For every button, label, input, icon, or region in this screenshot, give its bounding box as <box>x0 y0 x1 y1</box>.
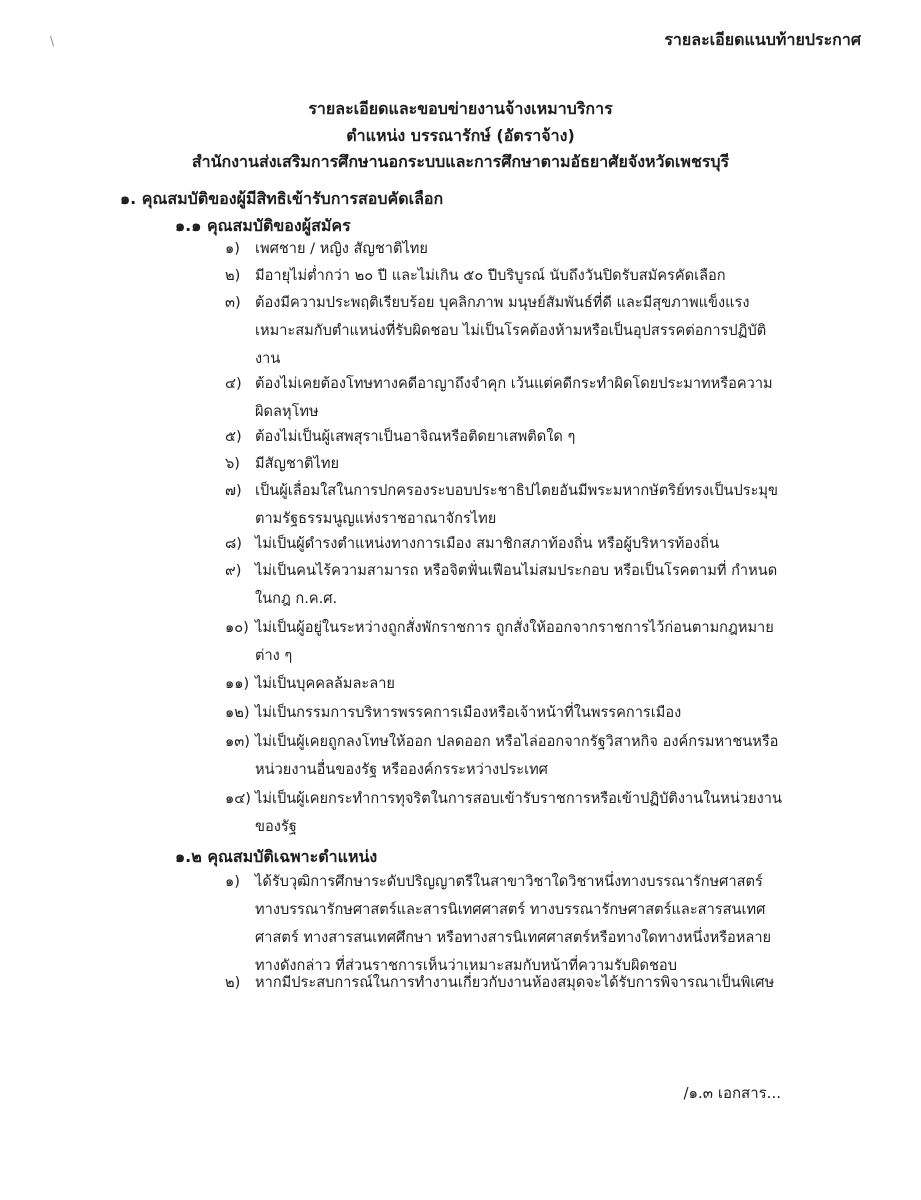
item-number: ๑) <box>225 873 240 890</box>
item-number: ๑๔) <box>225 790 252 807</box>
item-text: ไม่เป็นผู้เคยถูกลงโทษให้ออก ปลดออก หรือไล่ออกจากรัฐวิสาหกิจ องค์กรมหาชนหรือหน่วยงานอื่นของรัฐ หรือองค์กรระหว่างประเทศ <box>255 733 779 778</box>
list-item <box>225 423 785 451</box>
item-text: เพศชาย / หญิง สัญชาติไทย <box>255 240 428 257</box>
list-item <box>225 557 785 613</box>
item-text: หากมีประสบการณ์ในการทำงานเกี่ยวกับงานห้องสมุดจะได้รับการพิจารณาเป็นพิเศษ <box>255 974 775 991</box>
list-item <box>225 235 785 263</box>
item-number: ๒) <box>225 974 241 991</box>
item-number: ๙) <box>225 562 242 579</box>
item-number: ๘) <box>225 535 242 552</box>
item-text: มีสัญชาติไทย <box>255 455 340 472</box>
item-text: ต้องไม่เคยต้องโทษทางคดีอาญาถึงจำคุก เว้นแต่คดีกระทำผิดโดยประมาทหรือความผิดลหุโทษ <box>255 375 773 420</box>
list-item <box>225 614 785 670</box>
item-number: ๔) <box>225 375 242 392</box>
title-line-2: ตำแหน่ง บรรณารักษ์ (อัตราจ้าง) <box>346 126 575 145</box>
item-number: ๑๑) <box>225 675 250 692</box>
list-item <box>225 969 785 997</box>
list-item <box>225 785 785 841</box>
item-text: เป็นผู้เลื่อมใสในการปกครองระบอบประชาธิปไตยอันมีพระมหากษัตริย์ทรงเป็นประมุขตามรัฐธรรมนูญแห่งราชอาณาจักรไทย <box>255 482 779 527</box>
list-item <box>225 728 785 784</box>
item-number: ๑๓) <box>225 733 250 750</box>
item-text: ไม่เป็นผู้อยู่ในระหว่างถูกสั่งพักราชการ ถูกสั่งให้ออกจากราชการไว้ก่อนตามกฎหมายต่าง ๆ <box>255 619 774 664</box>
item-text: ได้รับวุฒิการศึกษาระดับปริญญาตรีในสาขาวิชาใดวิชาหนึ่งทางบรรณารักษศาสตร์ ทางบรรณารักษศาสตร์และสารนิเทศศาสตร์ ทางบรรณารักษศาสตร์และสารสนเทศศาสตร์ ทางสารสนเทศศึกษา หรือทางสารนิเทศศาสตร์หรือทางใดทางหนึ่งหรือหลายทางดังกล่าว ที่ส่วนราชการเห็นว่าเหมาะสมกับหน้าที่ความรับผิดชอบ <box>255 873 772 974</box>
list-item <box>225 530 785 558</box>
item-number: ๖) <box>225 455 240 472</box>
item-number: ๑) <box>225 240 240 257</box>
item-number: ๗) <box>225 482 242 499</box>
list-item <box>225 289 785 373</box>
item-text: ไม่เป็นบุคคลล้มละลาย <box>255 675 395 692</box>
section-1-1-heading: ๑.๑ คุณสมบัติของผู้สมัคร <box>175 216 351 235</box>
list-item <box>225 670 785 698</box>
section-1-heading: ๑. คุณสมบัติของผู้มีสิทธิเข้ารับการสอบคัดเลือก <box>120 189 444 208</box>
item-text: ไม่เป็นคนไร้ความสามารถ หรือจิตฟั่นเฟือนไม่สมประกอบ หรือเป็นโรคตามที่ กำหนดในกฎ ก.ค.ศ. <box>255 562 778 607</box>
list-item <box>225 262 785 290</box>
continuation-note: /๑.๓ เอกสาร... <box>683 1084 781 1102</box>
item-number: ๑๒) <box>225 704 250 721</box>
item-text: มีอายุไม่ต่ำกว่า ๒๐ ปี และไม่เกิน ๕๐ ปีบริบูรณ์ นับถึงวันปิดรับสมัครคัดเลือก <box>255 267 726 284</box>
section-1-2-heading: ๑.๒ คุณสมบัติเฉพาะตำแหน่ง <box>175 847 378 866</box>
item-number: ๓) <box>225 294 241 311</box>
item-number: ๒) <box>225 267 241 284</box>
item-text: ต้องไม่เป็นผู้เสพสุราเป็นอาจิณหรือติดยาเสพติดใด ๆ <box>255 428 576 445</box>
list-item <box>225 699 785 727</box>
item-text: ไม่เป็นกรรมการบริหารพรรคการเมืองหรือเจ้าหน้าที่ในพรรคการเมือง <box>255 704 682 721</box>
item-text: ต้องมีความประพฤติเรียบร้อย บุคลิกภาพ มนุษย์สัมพันธ์ที่ดี และมีสุขภาพแข็งแรง เหมาะสมกับตำแหน่งที่รับผิดชอบ ไม่เป็นโรคต้องห้ามหรือเป็นอุปสรรคต่อการปฏิบัติงาน <box>255 294 767 367</box>
title-line-1: รายละเอียดและขอบข่ายงานจ้างเหมาบริการ <box>308 99 613 118</box>
list-item <box>225 370 785 426</box>
item-text: ไม่เป็นผู้เคยกระทำการทุจริตในการสอบเข้ารับราชการหรือเข้าปฏิบัติงานในหน่วยงานของรัฐ <box>255 790 782 835</box>
list-item <box>225 868 785 980</box>
item-number: ๑๐) <box>225 619 249 636</box>
title-line-3: สำนักงานส่งเสริมการศึกษานอกระบบและการศึกษาตามอัธยาศัยจังหวัดเพชรบุรี <box>191 152 730 171</box>
item-number: ๕) <box>225 428 242 445</box>
annex-label: รายละเอียดแนบท้ายประกาศ <box>664 30 861 49</box>
list-item <box>225 450 785 478</box>
scan-mark: \ <box>50 34 55 48</box>
item-text: ไม่เป็นผู้ดำรงตำแหน่งทางการเมือง สมาชิกสภาท้องถิ่น หรือผู้บริหารท้องถิ่น <box>255 535 720 552</box>
list-item <box>225 477 785 533</box>
